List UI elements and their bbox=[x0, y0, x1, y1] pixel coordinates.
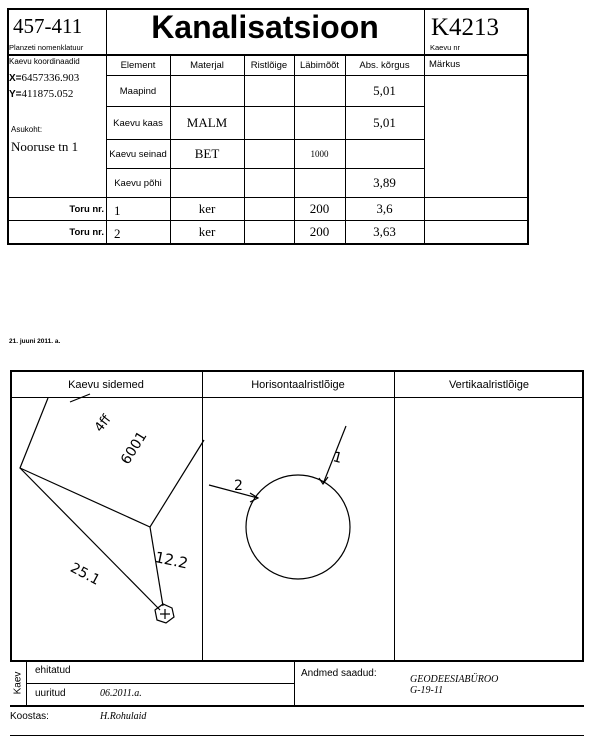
th-element: Element bbox=[120, 59, 156, 71]
koostas-label: Koostas: bbox=[10, 711, 49, 722]
measure-label-2: 12.2 bbox=[153, 548, 190, 573]
well-number: K4213 bbox=[431, 14, 500, 41]
pipe-labimoot: 200 bbox=[309, 224, 330, 239]
hw-label-2: 6001 bbox=[118, 428, 151, 468]
row-materjal: MALM bbox=[186, 115, 228, 130]
th-labimoot: Läbimõõt bbox=[299, 59, 340, 71]
row-element: Maapind bbox=[119, 85, 157, 97]
measure-line-1 bbox=[20, 468, 160, 610]
row-materjal: BET bbox=[194, 146, 220, 161]
th-korgus: Abs. kõrgus bbox=[359, 59, 410, 71]
footer-inner-line bbox=[26, 683, 294, 684]
pipe-label-2: 2 bbox=[234, 478, 243, 494]
col-title-vertikaal: Vertikaalristlõige bbox=[448, 378, 530, 391]
koostas-value: H.Rohulaid bbox=[100, 711, 147, 722]
location-value: Nooruse tn 1 bbox=[11, 139, 79, 154]
pipe-materjal: ker bbox=[198, 201, 216, 216]
footer-top-line bbox=[10, 660, 584, 662]
page-title: Kanalisatsioon bbox=[151, 9, 379, 45]
document-date: 21. juuni 2011. a. bbox=[9, 338, 61, 345]
koostas-line bbox=[10, 735, 584, 736]
pipe-materjal: ker bbox=[198, 224, 216, 239]
row-element: Kaevu seinad bbox=[109, 148, 167, 160]
measure-label-1: 25.1 bbox=[67, 560, 103, 589]
andmed-label: Andmed saadud: bbox=[301, 668, 377, 679]
uuritud-label: uuritud bbox=[35, 688, 66, 699]
hw-label-1: 4ff bbox=[92, 412, 115, 436]
well-circle bbox=[246, 475, 350, 579]
y-value: 411875.052 bbox=[21, 88, 74, 100]
row-korgus: 5,01 bbox=[373, 83, 396, 98]
building-corner-stub bbox=[70, 394, 90, 402]
pipe-label: Toru nr. bbox=[69, 203, 104, 215]
andmed-value-2: G-19-11 bbox=[410, 685, 444, 696]
nomenclature-label: Planzeti nomenklatuur bbox=[9, 43, 84, 52]
andmed-value-1: GEODEESIABÜROO bbox=[410, 674, 499, 685]
footer-bottom-line bbox=[10, 705, 584, 707]
footer-mid-divider bbox=[294, 660, 295, 706]
row-korgus: 5,01 bbox=[373, 115, 396, 130]
th-markus: Märkus bbox=[429, 59, 461, 70]
ehitatud-label: ehitatud bbox=[35, 665, 71, 676]
x-label: X= bbox=[9, 73, 22, 84]
col-title-sidemed: Kaevu sidemed bbox=[68, 378, 144, 391]
x-value: 6457336.903 bbox=[21, 72, 80, 84]
row-korgus: 3,89 bbox=[373, 175, 396, 190]
pipe-nr: 1 bbox=[114, 203, 121, 218]
kaev-label: Kaev bbox=[12, 671, 24, 695]
row-labimoot: 1000 bbox=[310, 149, 329, 159]
pipe-label: Toru nr. bbox=[69, 226, 104, 238]
y-label: Y= bbox=[9, 89, 22, 100]
uuritud-value: 06.2011.a. bbox=[100, 688, 142, 699]
pipe-label-1: 1 bbox=[331, 449, 344, 467]
row-element: Kaevu kaas bbox=[113, 117, 163, 129]
row-element: Kaevu põhi bbox=[114, 177, 162, 189]
well-number-label: Kaevu nr bbox=[430, 43, 461, 52]
pipe-korgus: 3,6 bbox=[376, 201, 393, 216]
coords-label: Kaevu koordinaadid bbox=[9, 57, 80, 66]
nomenclature-number: 457-411 bbox=[13, 14, 83, 38]
pipe-korgus: 3,63 bbox=[373, 224, 396, 239]
building-outline bbox=[20, 398, 204, 527]
th-ristloige: Ristlõige bbox=[250, 59, 288, 71]
th-materjal: Materjal bbox=[190, 59, 224, 71]
pipe-labimoot: 200 bbox=[309, 201, 330, 216]
pipe-nr: 2 bbox=[114, 226, 121, 241]
location-label: Asukoht: bbox=[11, 125, 43, 134]
col-title-horisontaal: Horisontaalristlõige bbox=[251, 378, 345, 391]
